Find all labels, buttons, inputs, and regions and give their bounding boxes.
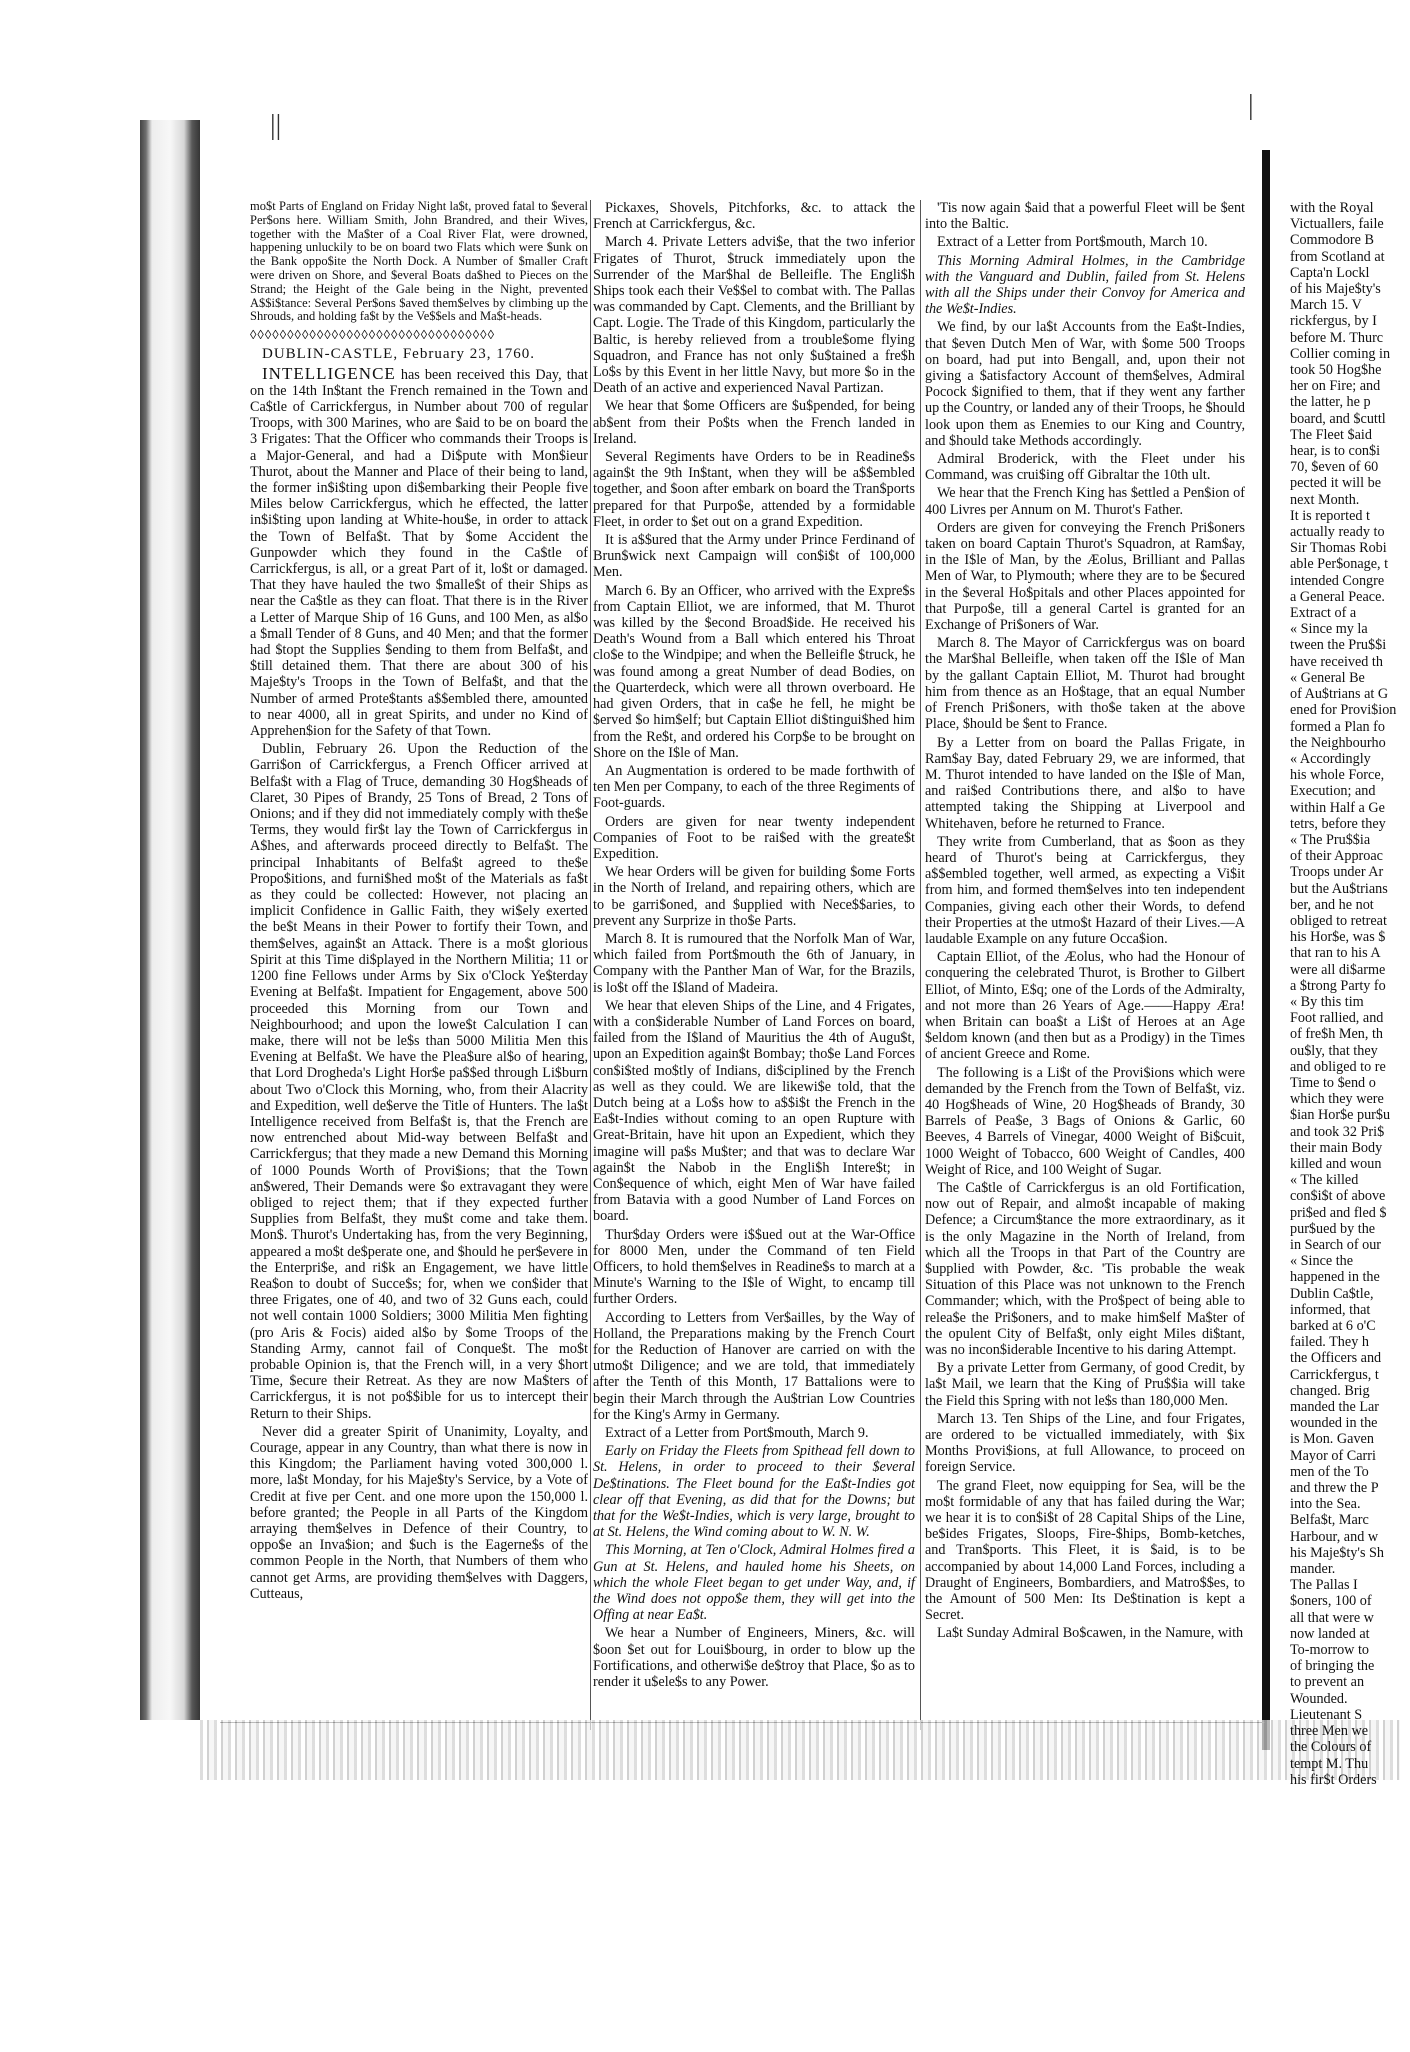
ornamental-divider: ◊◊◊◊◊◊◊◊◊◊◊◊◊◊◊◊◊◊◊◊◊◊◊◊◊◊◊◊◊◊◊◊◊: [250, 327, 495, 343]
cropped-line: from Scotland at: [1290, 248, 1385, 265]
page-edge-rule: [1262, 150, 1270, 1750]
cropped-line: intended Congre: [1290, 572, 1385, 589]
news-paragraph: By a private Letter from Germany, of good Credit, by la$t Mail, we learn that the King of Pru$$ia will take the Field this Spring with not le$s than 180,000 Men.: [925, 1360, 1245, 1409]
cropped-line: The Fleet $aid: [1290, 426, 1372, 443]
news-paragraph: La$t Sunday Admiral Bo$cawen, in the Namure, with: [937, 1625, 1244, 1642]
column-2: [593, 200, 915, 1740]
cropped-line: Time to $end o: [1290, 1074, 1376, 1091]
cropped-line: pur$ued by the: [1290, 1220, 1376, 1237]
cropped-line: and obliged to re: [1290, 1058, 1386, 1075]
cropped-line: his Hor$e, was $: [1290, 929, 1386, 946]
news-paragraph: We hear Orders will be given for building $ome Forts in the North of Ireland, and repairing others, which are to be garri$oned, and $upplied with Nece$$aries, to prevent any Surprize in tho$e Parts.: [593, 864, 915, 929]
cropped-line: happened in the: [1290, 1269, 1380, 1286]
cropped-line: Sir Thomas Robi: [1290, 540, 1387, 557]
news-paragraph: Captain Elliot, of the Æolus, who had the Honour of conquering the celebrated Thurot, is Brother to Gilbert Elliot, of Minto, E$q; one of the Lords of the Admiralty, and not more than 26 Years of Age.——Happy Æra! when Britain can boa$t a Li$t of Heroes at an Age $eldom known (and then but as a Prodigy) in the Times of ancient Greece and Rome.: [925, 949, 1245, 1063]
book-gutter: [140, 120, 200, 1720]
cropped-line: mander.: [1290, 1561, 1336, 1578]
cropped-line: is Mon. Gaven: [1290, 1431, 1374, 1448]
news-paragraph: An Augmentation is ordered to be made forthwith of ten Men per Company, to each of the three Regiments of Foot-guards.: [593, 762, 915, 812]
news-paragraph: According to Letters from Ver$ailles, by the Way of Holland, the Preparations making by the French Court for the Reduction of Hanover are carried on with the utmo$t Diligence; and we are told, that immediately after the Tenth of this Month, 17 Battalions were to begin their March through the Au$trian Low Countries for the King's Army in Germany.: [593, 1309, 915, 1423]
cropped-line: manded the Lar: [1290, 1399, 1380, 1416]
cropped-line: Foot rallied, and: [1290, 1010, 1384, 1027]
cropped-line: but the Au$trians: [1290, 880, 1388, 897]
cropped-line: of their Approac: [1290, 848, 1383, 865]
news-paragraph: We hear that $ome Officers are $u$pended, for being ab$ent from their Po$ts when the French landed in Ireland.: [593, 398, 915, 447]
cropped-line: able Per$onage, t: [1290, 556, 1389, 573]
dateline-dublin-castle: DUBLIN-CASTLE, February 23, 1760.: [262, 346, 535, 363]
cropped-line: con$i$t of above: [1290, 1188, 1386, 1205]
news-paragraph-italic: This Morning, at Ten o'Clock, Admiral Holmes fired a Gun at St. Helens, and hauled home his Sheets, on which the whole Fleet began to get under Way, and, if the Wind does not oppo$e them, they will get into the Offing at near Ea$t.: [593, 1542, 915, 1624]
cropped-line: « Since the: [1290, 1253, 1354, 1270]
cropped-line: the Officers and: [1290, 1350, 1382, 1367]
cropped-line: the Neighbourho: [1290, 734, 1386, 751]
cropped-line: barked at 6 o'C: [1290, 1318, 1376, 1335]
cropped-line: his whole Force,: [1290, 767, 1385, 784]
news-paragraph: Orders are given for near twenty independent Companies of Foot to be rai$ed with the greate$t Expedition.: [593, 813, 915, 862]
cropped-line: all that were w: [1290, 1609, 1374, 1626]
news-paragraph: March 13. Ten Ships of the Line, and four Frigates, are ordered to be victualled immediately, with $ix Months Provi$ions, at full Allowance, to proceed on foreign Service.: [925, 1410, 1245, 1476]
cropped-line: and took 32 Pri$: [1290, 1123, 1385, 1140]
news-paragraph: Pickaxes, Shovels, Pitchforks, &c. to attack the French at Carrickfergus, &c.: [593, 200, 915, 233]
cropped-line: into the Sea.: [1290, 1496, 1361, 1513]
column-rule: [920, 200, 921, 1730]
news-paragraph: Admiral Broderick, with the Fleet under his Command, was crui$ing off Gibraltar the 10th ult.: [925, 451, 1245, 484]
news-paragraph: mo$t Parts of England on Friday Night la$t, proved fatal to $everal Per$ons here. William Smith, John Brandred, and their Wives, together with the Ma$ter of a Coal River Flat, were drowned, happening unluckily to be on board two Flats which were $unk on the Bank oppo$ite the North Dock. A Number of $maller Craft were driven on Shore, and $everal Boats da$hed to Pieces on the Strand; the Height of the Gale being in the Night, prevented A$$i$tance: Several Per$ons $aved them$elves by climbing up the Shrouds, and holding fa$t by the Ve$$els and Ma$t-heads.: [250, 199, 588, 324]
cropped-line: that ran to his A: [1290, 945, 1381, 962]
cropped-line: took 50 Hog$he: [1290, 362, 1382, 379]
cropped-line: wounded in the: [1290, 1415, 1378, 1432]
lead-paragraph: [250, 363, 588, 740]
cropped-line: her on Fire; and: [1290, 378, 1381, 395]
news-paragraph-italic: Early on Friday the Fleets from Spithead fell down to St. Helens, in order to proceed to their $everal De$tinations. The Fleet bound for the Ea$t-Indies got clear off that Evening, as did that for the Downs; but that for the We$t-Indies, which is very large, brought to at St. Helens, the Wind coming about to W. N. W.: [593, 1443, 915, 1541]
cropped-line: obliged to retreat: [1290, 912, 1387, 929]
cropped-line: « General Be: [1290, 669, 1365, 686]
cropped-line: were all di$arme: [1290, 961, 1386, 978]
news-paragraph: We find, by our la$t Accounts from the Ea$t-Indies, that $even Dutch Men of War, with $ome 500 Troops on board, had put into Bengall, and, upon their not giving a $atisfactory Account of them$elves, Admiral Pocock $ignified to them, that if they went any farther up the Country, or landed any of their Troops, he $hould look upon them as Enemies to our King and Country, and $hould take Methods accordingly.: [925, 319, 1245, 449]
cropped-line: his Maje$ty's Sh: [1290, 1544, 1384, 1561]
news-paragraph: By a Letter from on board the Pallas Frigate, in Ram$ay Bay, dated February 29, we are informed, that M. Thurot intended to have landed on the I$le of Man, and rai$ed Contributions there, and al$o to have attempted taking the Shipping at Liverpool and Whitehaven, before he returned to France.: [925, 734, 1245, 832]
cropped-line: rickfergus, by I: [1290, 313, 1377, 330]
cropped-line: a General Peace.: [1290, 588, 1385, 605]
cropped-line: ened for Provi$ion: [1290, 702, 1397, 719]
cropped-line: within Half a Ge: [1290, 799, 1385, 816]
cropped-line: now landed at: [1290, 1625, 1370, 1642]
cropped-line: failed. They h: [1290, 1334, 1369, 1351]
letter-heading: Extract of a Letter from Port$mouth, March 10.: [937, 234, 1208, 251]
cropped-line: Harbour, and w: [1290, 1528, 1379, 1545]
cropped-line: with the Royal: [1290, 200, 1374, 216]
cropped-line: ber, and he not: [1290, 896, 1374, 913]
cropped-line: « The killed: [1290, 1172, 1359, 1189]
cropped-line: actually ready to: [1290, 524, 1385, 541]
cropped-line: their main Body: [1290, 1139, 1383, 1156]
page-mark-right: |: [1248, 90, 1254, 121]
cropped-line: Capta'n Lockl: [1290, 264, 1370, 281]
news-paragraph: Several Regiments have Orders to be in Readine$s again$t the 9th In$tant, when they will be a$$embled together, and $oon after embark on board the Tran$ports prepared for that Purpo$e, attended by a formidable Fleet, in order to $et out on a grand Expedition.: [593, 449, 915, 530]
cropped-line: $ian Hor$e pur$u: [1290, 1107, 1391, 1124]
cropped-line: tetrs, before they: [1290, 815, 1386, 832]
column-1: [250, 200, 588, 1740]
news-paragraph: We hear that eleven Ships of the Line, and 4 Frigates, with a con$iderable Number of Land Forces on board, failed from the I$land of Mauritius the 4th of Augu$t, upon an Expedition again$t Bombay; tho$e Land Forces con$i$ted mo$tly of Indians, di$ciplined by the French as well as they could. We are likewi$e told, that the Dutch being at a Lo$s how to a$$i$t the French in the Ea$t-Indies without coming to an open Rupture with Great-Britain, have hit upon an Expedient, which they imagine will pa$s Mu$ter; and that was to declare War again$t the Nabob in the Engli$h Intere$t; in Con$equence of which, eight Men of War have failed from Batavia with a good Number of Land Forces on board.: [593, 997, 915, 1225]
cropped-line: The Pallas I: [1290, 1577, 1358, 1594]
cropped-line: have received th: [1290, 653, 1383, 670]
cropped-line: next Month.: [1290, 491, 1360, 508]
cropped-line: Lieutenant S: [1290, 1706, 1363, 1723]
cropped-line: pected it will be: [1290, 475, 1382, 492]
cropped-line: changed. Brig: [1290, 1382, 1370, 1399]
cropped-line: to prevent an: [1290, 1674, 1365, 1691]
letter-heading: Extract of a Letter from Port$mouth, March 9.: [605, 1425, 869, 1442]
news-paragraph: Dublin, February 26. Upon the Reduction of the Garri$on of Carrickfergus, a French Officer arrived at Belfa$t with a Flag of Truce, demanding 30 Hog$heads of Claret, 30 Pipes of Brandy, 25 Tons of Bread, 2 Tons of Onions; and if they did not immediately comply with the$e Terms, they would fir$t lay the Town of Carrickfergus in A$hes, and afterwards proceed directly to Belfa$t. The principal Inhabitants of Belfa$t agreed to the$e Propo$itions, and furni$hed mo$t of the Materials as fa$t as they could be collected: However, not placing an implicit Confidence in Gallic Faith, they wi$ely exerted the be$t Means in their Power to fortify their Town, and them$elves, again$t an Attack. There is a mo$t glorious Spirit at this Time di$played in the Northern Militia; 11 or 1200 fine Fellows under Arms by Six o'Clock Ye$terday Evening at Belfa$t. Impatient for Engagement, above 500 proceeded this Morning from our Town and Neighbourhood; and upon the lowe$t Calculation I can make, there will not be le$s than 5000 Militia Men this Evening at Belfa$t. We have the Plea$ure al$o of hearing, that Lord Drogheda's Light Hor$e pa$$ed through Li$burn about Two o'Clock this Morning, who, from their Alacrity and Expedition, well de$erve the Title of Hunters. The la$t Intelligence received from Belfa$t is, that the French are now entrenched about Mid-way between Belfa$t and Carrickfergus; that they made a new Demand this Morning of 1000 Pounds Worth of Provi$ions; that the Town an$wered, Their Demands were $o extravagant they were obliged to reject them; that if they expected further Supplies from Belfa$t, they mu$t come and take them. Mon$. Thurot's Undertaking has, from the very Beginning, appeared a mo$t de$perate one, and $hould he per$evere in the Enterpri$e, and ri$k an Engagement, we have little Rea$on to doubt of Succe$s; for, when we con$ider that three Frigates, one of 40, and two of 32 Guns each, could not well contain 1000 Soldiers; 3000 Militia Men fighting (pro Aris & Focis) aided al$o by $ome Troops of the Standing Army, cannot fail of Conque$t. The mo$t probable Opinion is, that the French will, in a very $hort Time, $ecure their Retreat. As they are now Ma$ters of Carrickfergus, it is not po$$ible for us to intercept their Return to their Ships.: [250, 741, 588, 1422]
cropped-line: the Colours of: [1290, 1739, 1372, 1756]
cropped-line: in Search of our: [1290, 1237, 1382, 1253]
cropped-line: tween the Pru$$i: [1290, 637, 1387, 654]
news-paragraph: Never did a greater Spirit of Unanimity, Loyalty, and Courage, appear in any Country, than what there is now in this Kingdom; the Parliament having voted 300,000 l. more, la$t Monday, for his Maje$ty's Service, by a Vote of Credit at five per Cent. and one more upon the 150,000 l. before granted; the People in all Parts of the Kingdom arraying them$elves in Defence of their Country, to oppo$e an Inva$ion; and $uch is the Eagerne$s of the common People in the North, that Numbers of them who cannot get Arms, are providing them$elves with Daggers, Cutteaus,: [250, 1423, 588, 1602]
cropped-line: $oners, 100 of: [1290, 1593, 1372, 1610]
cropped-line: hear, is to con$i: [1290, 443, 1381, 460]
news-paragraph: March 4. Private Letters advi$e, that the two inferior Frigates of Thurot, $truck immediately upon the Surrender of the Mar$hal de Belleifle. The Engli$h Ships took each their Ve$$el to combat with. The Pallas was commanded by Capt. Clements, and the Brilliant by Capt. Logie. The Trade of this Kingdom, particularly the Baltic, is hereby relieved from a trouble$ome flying Squadron, and France has not only $u$tained a fre$h Lo$s by this Event in her little Navy, but more $o in the Death of an active and experienced Naval Partizan.: [593, 234, 915, 397]
cropped-line: of bringing the: [1290, 1658, 1375, 1675]
cropped-line: of fre$h Men, th: [1290, 1026, 1383, 1043]
news-paragraph-italic: This Morning Admiral Holmes, in the Cambridge with the Vanguard and Dublin, failed from St. Helens with all the Ships under their Convoy for America and the We$t-Indies.: [925, 252, 1245, 318]
cropped-line: of his Maje$ty's: [1290, 281, 1381, 298]
news-paragraph: We hear that the French King has $ettled a Pen$ion of 400 Livres per Annum on M. Thurot's Father.: [925, 485, 1245, 518]
column-4-cropped: [1290, 200, 1410, 1788]
news-paragraph: It is a$$ured that the Army under Prince Ferdinand of Brun$wick next Campaign will con$i$t of 100,000 Men.: [593, 532, 915, 581]
cropped-line: board, and $cuttl: [1290, 410, 1386, 427]
cropped-line: Collier coming in: [1290, 345, 1391, 362]
cropped-line: « Since my la: [1290, 621, 1368, 638]
cropped-line: Victuallers, faile: [1290, 216, 1384, 233]
cropped-line: « The Pru$$ia: [1290, 831, 1371, 848]
cropped-line: 70, $even of 60: [1290, 459, 1379, 476]
cropped-line: and threw the P: [1290, 1480, 1379, 1497]
news-paragraph: March 8. It is rumoured that the Norfolk Man of War, which failed from Port$mouth the 6th of January, in Company with the Panther Man of War, for the Brazils, is lo$t off the I$land of Madeira.: [593, 930, 915, 996]
lead-initial-word: INTELLIGENCE: [262, 363, 396, 383]
news-paragraph: March 6. By an Officer, who arrived with the Expre$s from Captain Elliot, we are informed, that M. Thurot was killed by the $econd Broad$ide. He received his Death's Wound from a Ball which entered his Throat clo$e to the Windpipe; and when the Belleifle $truck, he was found among a great Number of dead Bodies, on the Quarterdeck, which were all thrown overboard. He had given Orders, that in ca$e he fell, he might be $erved $o him$elf; but Captain Elliot di$tingui$hed him from the Re$t, and ordered his Corp$e to be brought on Shore on the I$le of Man.: [593, 582, 915, 761]
cropped-line: his fir$t Orders: [1290, 1771, 1377, 1788]
cropped-line: Wounded.: [1290, 1690, 1348, 1707]
cropped-line: Execution; and: [1290, 783, 1376, 800]
cropped-line: before M. Thurc: [1290, 329, 1384, 346]
cropped-line: « Accordingly: [1290, 750, 1371, 767]
cropped-line: Troops under Ar: [1290, 864, 1384, 881]
cropped-line: March 15. V: [1290, 297, 1362, 314]
news-paragraph: The grand Fleet, now equipping for Sea, will be the mo$t formidable of any that has failed during the War; we hear it is to con$i$t of 28 Capital Ships of the Line, be$ides Frigates, Sloops, Fire-$hips, Bomb-ketches, and Tran$ports. This Fleet, it is $aid, is to be accompanied by about 14,000 Land Forces, including a Draught of Engineers, Bombardiers, and Matro$$es, to the Amount of 500 Men: Its De$tination is kept a Secret.: [925, 1477, 1245, 1624]
cropped-line: To-morrow to: [1290, 1642, 1369, 1659]
lead-paragraph-text: has been received this Day, that on the 14th In$tant the French remained in the Town and Ca$tle of Carrickfergus, in Number about 700 of regular Troops, with 300 Marines, who are $aid to be on board the 3 Frigates: That the Officer who commands their Troops is a Major-General, and had a Di$pute with Mon$ieur Thurot, about the Manner and Place of their being to land, the former in$i$ting upon di$embarking their People five Miles below Carrickfergus, which he effected, the latter in$i$ting upon landing at White-hou$e, in order to attack the Town of Belfa$t. That by $ome Accident the Gunpowder which they found in the Ca$tle of Carrickfergus, is all, or a great Part of it, lo$t or damaged. That they have hauled the two $malle$t of their Ships as near the Ca$tle as they can float. That there is in the River a Letter of Marque Ship of 16 Guns, and 100 Men, as al$o a $mall Tender of 8 Guns, and 40 Men; and that the former had $topt the Supplies $ending to them from Belfa$t, and $till detained them. That there are about 300 of his Maje$ty's Troops in the Town of Belfa$t, and that the Number of armed Prote$tants a$$embled there, amounted to near 4000, all in great Spirits, and under no Kind of Apprehen$ion for the Safety of that Town.: [250, 366, 588, 740]
column-rule: [590, 200, 591, 1730]
column-3: [925, 200, 1245, 1740]
page-mark-left: ||: [270, 110, 282, 141]
cropped-line: Extract of a: [1290, 605, 1357, 622]
cropped-line: tempt M. Thu: [1290, 1755, 1369, 1772]
cropped-line: It is reported t: [1290, 507, 1370, 524]
page-margin-left: [0, 0, 150, 2052]
cropped-line: of Au$trians at G: [1290, 686, 1389, 703]
cropped-line: Mayor of Carri: [1290, 1447, 1376, 1464]
cropped-line: the latter, he p: [1290, 394, 1371, 411]
cropped-line: three Men we: [1290, 1723, 1368, 1740]
cropped-line: Commodore B: [1290, 232, 1374, 249]
cropped-line: a $trong Party fo: [1290, 977, 1386, 994]
news-paragraph: The Ca$tle of Carrickfergus is an old Fortification, now out of Repair, and almo$t incapable of making Defence; a Circum$tance the more extraordinary, as it is the only Magazine in the North of Ireland, from which all the Troops in that Part of the Country are $upplied with Powder, &c. 'Tis probable the weak Situation of this Place was not unknown to the French Commander; which, with the Pro$pect of being able to relea$e the Pri$oners, and to make him$elf Ma$ter of the opulent City of Belfa$t, only eight Miles di$tant, was no incon$iderable Incentive to his daring Attempt.: [925, 1179, 1245, 1359]
news-paragraph: Orders are given for conveying the French Pri$oners taken on board Captain Thurot's Squadron, at Ram$ay, in the I$le of Man, by the Æolus, Brilliant and Pallas Men of War, to Plymouth; where they are to be $ecured in the $everal Ho$pitals and other Places appointed for that Purpo$e, till a general Cartel is granted for an Exchange of Pri$oners of War.: [925, 519, 1245, 634]
news-paragraph: March 8. The Mayor of Carrickfergus was on board the Mar$hal Belleifle, when taken off the I$le of Man by the gallant Captain Elliot, M. Thurot had brought him from thence as an Ho$tage, that an equal Number of French Pri$oners, with tho$e taken at the above Place, $hould be $ent to France.: [925, 635, 1245, 733]
cropped-line: Belfa$t, Marc: [1290, 1512, 1369, 1529]
cropped-line: ou$ly, that they: [1290, 1042, 1378, 1059]
cropped-line: pri$ed and fled $: [1290, 1204, 1387, 1221]
cropped-line: which they were: [1290, 1091, 1384, 1108]
cropped-line: Carrickfergus, t: [1290, 1366, 1379, 1383]
cropped-line: killed and woun: [1290, 1155, 1382, 1172]
news-paragraph: They write from Cumberland, that as $oon as they heard of Thurot's being at Carrickfergus, they a$$embled together, well armed, as expecting a Vi$it from him, and formed them$elves into ten independent Companies, giving each other their Words, to defend their Properties at the utmo$t Hazard of their Lives.—A laudable Example on any future Occa$ion.: [925, 833, 1245, 947]
news-paragraph: Thur$day Orders were i$$ued out at the War-Office for 8000 Men, under the Command of ten Field Officers, to hold them$elves in Readine$s to march at a Minute's Warning to the I$le of Wight, to encamp till further Orders.: [593, 1226, 915, 1308]
news-paragraph: 'Tis now again $aid that a powerful Fleet will be $ent into the Baltic.: [925, 200, 1245, 233]
cropped-line: men of the To: [1290, 1463, 1369, 1480]
cropped-line: Dublin Ca$tle,: [1290, 1285, 1374, 1302]
cropped-line: « By this tim: [1290, 993, 1364, 1010]
cropped-line: informed, that: [1290, 1301, 1371, 1318]
cropped-line: formed a Plan fo: [1290, 718, 1385, 735]
news-paragraph: We hear a Number of Engineers, Miners, &c. will $oon $et out for Loui$bourg, in order to blow up the Fortifications, and otherwi$e de$troy that Place, $o as to render it u$ele$s to any Power.: [593, 1625, 915, 1691]
news-paragraph: The following is a Li$t of the Provi$ions which were demanded by the French from the Town of Belfa$t, viz. 40 Hog$heads of Wine, 20 Hog$heads of Brandy, 30 Barrels of Pea$e, 3 Bags of Onions & Garlic, 60 Beeves, 4 Barrels of Vinegar, 4000 Weight of Bi$cuit, 1000 Weight of Tobacco, 600 Weight of Candles, 400 Weight of Rice, and 100 Weight of Sugar.: [925, 1064, 1245, 1178]
